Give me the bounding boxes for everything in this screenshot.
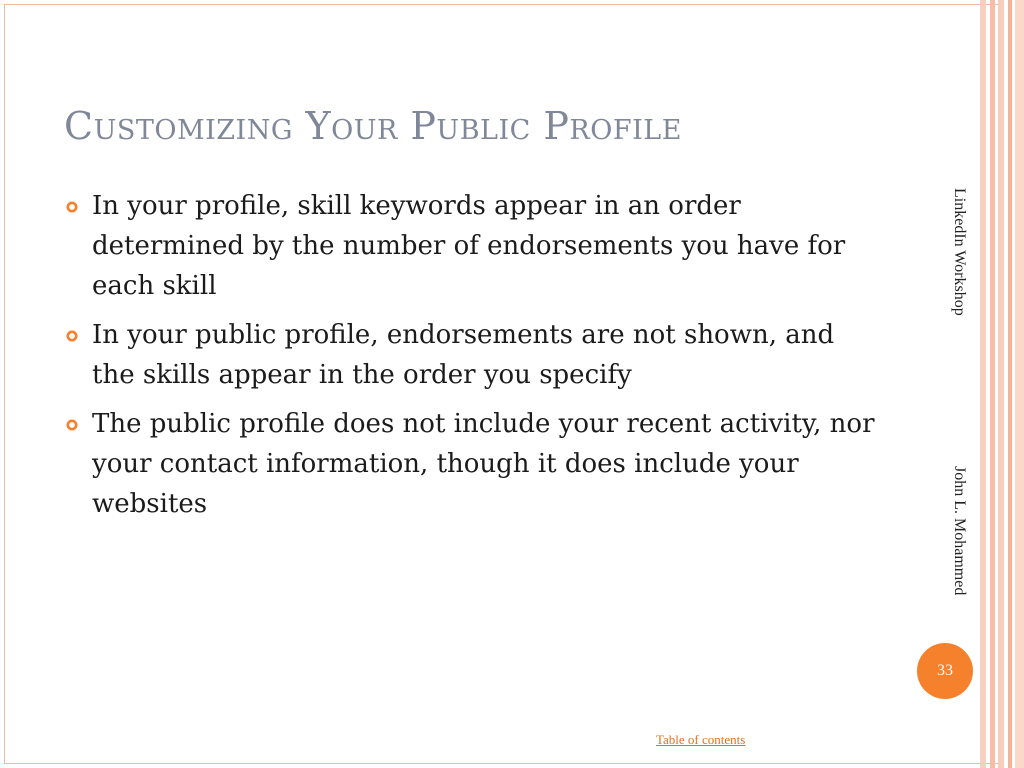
decorative-stripe [998,0,1004,768]
side-label-author: John L. Mohammed [951,466,968,596]
decorative-stripe [980,0,986,768]
bullet-icon [66,419,78,431]
slide-title: Customizing Your Public Profile [64,104,682,148]
bullet-icon [66,330,78,342]
page-number: 33 [937,662,953,679]
decorative-stripe [1008,0,1012,768]
bullet-text: In your public profile, endorsements are not shown, and the skills appear in the order you specify [92,320,835,390]
bullet-item [62,315,882,395]
decorative-stripe [990,0,995,768]
bullet-text: The public profile does not include your recent activity, nor your contact information, though it does include your websites [92,409,875,519]
table-of-contents-link[interactable]: Table of contents [656,732,746,747]
bullet-text: In your profile, skill keywords appear in an order determined by the number of endorsements you have for each skill [92,191,846,301]
bullet-item [62,186,882,306]
bullet-icon [66,201,78,213]
side-label-workshop: LinkedIn Workshop [951,188,968,316]
bullet-list [62,186,882,533]
bullet-item [62,404,882,524]
decorative-stripe [1015,0,1024,768]
page-number-badge [917,643,973,699]
